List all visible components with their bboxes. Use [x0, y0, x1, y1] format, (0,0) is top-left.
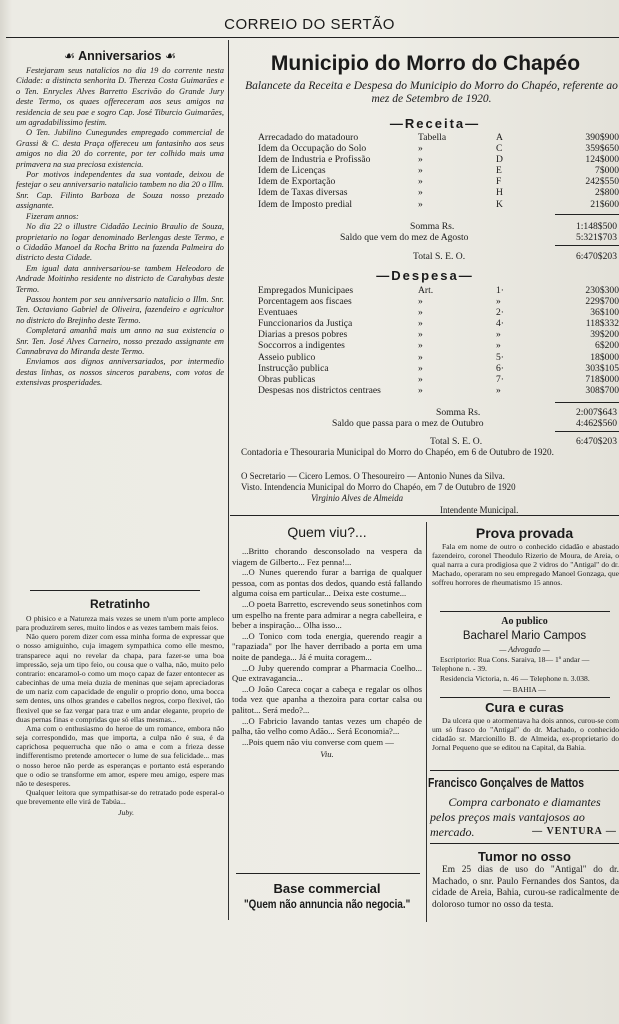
receita-row — [258, 143, 619, 154]
receita-amount: 242$550 — [585, 176, 619, 188]
quem-viu-paragraph: ...Pois quem não viu converse com quem — — [242, 736, 394, 747]
quem-viu-paragraph: ...O Nunes querendo furar a barriga de qualquer pessoa, com as pontas dos dedos, quando está fallando alguma coisa em particular... Deixa este costume... — [232, 567, 422, 599]
despesa-amount: 118$332 — [585, 318, 619, 330]
despesa-sum-rule — [555, 402, 619, 403]
receita-amount: 2$800 — [595, 187, 619, 199]
prova-provada-title: Prova provada — [475, 525, 574, 541]
section-rule-base — [236, 873, 420, 874]
despesa-row — [258, 296, 619, 307]
despesa-total-rule — [555, 431, 619, 432]
receita-rate: Tabella — [418, 132, 447, 143]
anniversarios-article — [16, 48, 224, 588]
anniversarios-paragraph: Fizeram annos: — [26, 211, 79, 221]
receita-row — [258, 176, 619, 187]
despesa-rate: » — [418, 296, 423, 308]
municipio-footer-visto: Visto. Intendencia Municipal do Morro do Chapéo, em 7 de Outubro de 1920 — [241, 482, 516, 492]
ao-publico-name: Bacharel Mario Campos — [462, 630, 587, 642]
retratinho-paragraph: Não quero porem dizer com essa minha forma de expressar que o nosso amiguinho, cuja imagem sympathica como elle mesmo, transparece aqui no revelar da chapa, para fazer-se uma boa impressão, seja um tipo feio, ou cousa que o valha, não, muito pelo contrario: encaramol-o como um moço capaz de fazer entontecer as cabecinhas de uma meia duzia de meninas que sejam apreciadoras de um nariz com capacidade de engulir o proprio dono, uma bocca sem dentes, uns olhos grandes e cabellos negros, corpo flexivel, tão flexivel que se faz vergar para traz e um andar elegante, proprio de duas pernas finas e compridas que só ellas mesmas... — [16, 632, 224, 724]
despesa-amount: 36$100 — [590, 307, 619, 319]
despesa-row — [258, 363, 619, 374]
receita-letter: A — [496, 132, 503, 143]
despesa-amount: 6$200 — [595, 340, 619, 352]
receita-rate: » — [418, 165, 423, 177]
receita-letter: H — [496, 187, 503, 199]
municipio-title: Municipio do Morro do Chapéo — [270, 52, 581, 75]
despesa-total-value: 6:470$203 — [575, 436, 617, 447]
despesa-amount: 230$300 — [585, 285, 619, 296]
receita-amount: 7$000 — [595, 165, 619, 177]
prova-provada-text: Fala em nome de outro o conhecido cidadão e abastado fazendeiro, coronel Theodulo Rizerio de Moura, de Areia, o qual narra a cura prodigiosa que 2 vidros do "Antigal" do dr. Machado, operaram no seu empregado Manoel Gonzaga, que soffreu horrores de rheumatismo 15 annos. — [432, 542, 619, 588]
receita-soma-label: Somma Rs. — [410, 221, 455, 232]
despesa-amount: 303$105 — [585, 362, 619, 374]
despesa-letter: » — [496, 329, 501, 341]
anniversarios-paragraph: O Ten. Jubilino Cunegundes empregado commercial de Grassi & C. desta Praça offereceu um fantasinho aos seus amigos no dia 20 do corrente, por ter colhido mais uma primavera na sua preciosa existencia. — [16, 128, 224, 169]
receita-heading: —Receita— — [389, 116, 481, 131]
receita-amount: 390$900 — [585, 132, 619, 143]
quem-viu-article — [232, 522, 422, 867]
despesa-row — [258, 352, 619, 363]
anniversarios-paragraph: No dia 22 o illustre Cidadão Lecinio Braulio de Souza, proprietario no logar denominado Berlengas deste Termo, e o Cidadão Manoel da Rocha Britto na fazenda Palmeira do districto desta Cidade. — [16, 222, 224, 263]
despesa-label: Eventuaes — [258, 307, 298, 319]
retratinho-article — [16, 596, 224, 921]
despesa-label: Funccionarios da Justiça — [258, 318, 353, 330]
despesa-rate: » — [418, 307, 423, 319]
goncalves-line1: Compra carbonato e diamantes — [448, 795, 601, 809]
receita-row — [258, 165, 619, 176]
receita-amount: 124$000 — [585, 154, 619, 166]
receita-rate: » — [418, 143, 423, 155]
receita-label: Idem de Taxas diversas — [258, 187, 348, 199]
despesa-letter: 6· — [496, 362, 504, 374]
retratinho-paragraph: Ama com o enthusiasmo do heroe de um romance, embora não seja correspondido, mas que importa, a culpa não é sua, é da caprichosa pequerrucha que não o ama e com a frieza desse indifferentismo pretende amortecer o lume de sua felicidade... mas o nosso heroe não perde as esperanças e portanto está esperando que o odio se transforme em amor, espere meu amigo, espere mas não te desesperes. — [16, 723, 224, 788]
despesa-rate: » — [418, 384, 423, 396]
despesa-rate: » — [418, 340, 423, 352]
goncalves-place: — VENTURA — — [532, 826, 617, 837]
receita-letter: D — [496, 154, 503, 166]
tumor-title: Tumor no osso — [478, 849, 571, 864]
masthead-rule — [6, 37, 619, 38]
receita-rate: » — [418, 154, 423, 166]
despesa-row — [258, 285, 619, 296]
despesa-row — [258, 385, 619, 396]
receita-total-value: 6:470$203 — [575, 251, 617, 262]
receita-saldo-label: Saldo que vem do mez de Agosto — [340, 232, 469, 243]
receita-letter: F — [496, 176, 502, 188]
despesa-letter: » — [496, 296, 501, 308]
despesa-row — [258, 307, 619, 318]
despesa-row — [258, 318, 619, 329]
despesa-letter: 1· — [496, 285, 504, 296]
anniversarios-paragraph: Enviamos aos dignos anniversariados, por intermedio destas linhas, os nossos sinceros parabens, com votos de extensivas prosperidades. — [16, 357, 224, 388]
receita-rate: » — [418, 198, 423, 210]
despesa-label: Instrucção publica — [258, 362, 329, 374]
receita-letter: K — [496, 198, 503, 210]
tumor-text: Em 25 dias de uso do "Antigal" do dr. Machado, o snr. Paulo Fernandes dos Santos, da cidade de Areia, Bahia, curou-se radicalmente de doloroso tumor no osso da testa. — [432, 865, 619, 910]
ao-publico-title: Ao publico — [501, 616, 548, 627]
municipio-footer-officials: O Secretario — Cicero Lemos. O Thesoureiro — Antonio Nunes da Silva. — [241, 471, 505, 481]
despesa-label: Despesas nos districtos centraes — [258, 384, 381, 396]
goncalves-line3: mercado. — [430, 825, 475, 839]
despesa-row — [258, 340, 619, 351]
quem-viu-signature: Viu. — [320, 749, 334, 760]
retratinho-paragraph: Qualquer leitora que sympathisar-se do retratado pode esperal-o que brevemente elle virá de Tabúa... — [16, 787, 224, 807]
despesa-total-label: Total S. E. O. — [430, 436, 483, 447]
despesa-letter: » — [496, 384, 501, 396]
despesa-ledger — [258, 285, 619, 396]
section-rule-cura — [440, 697, 610, 698]
despesa-rate: Art. — [418, 285, 434, 296]
retratinho-title: Retratinho — [90, 597, 150, 611]
despesa-heading: —Despesa— — [376, 268, 474, 283]
despesa-saldo-label: Saldo que passa para o mez de Outubro — [332, 418, 484, 429]
receita-sum-rule — [555, 214, 619, 215]
section-rule-middle — [230, 515, 619, 516]
despesa-letter: » — [496, 340, 501, 352]
receita-rate: » — [418, 176, 423, 188]
base-commercial-title: Base commercial — [273, 881, 381, 896]
goncalves-name: Francisco Gonçalves de Mattos — [427, 775, 585, 790]
receita-label: Idem de Imposto predial — [258, 198, 353, 210]
quem-viu-paragraph: ...O poeta Barretto, escrevendo seus sonetinhos com um espelho na frente para admirar a negra cabelleira, e beber a inspiração... Olha isso... — [232, 598, 422, 631]
despesa-label: Asseio publico — [258, 351, 316, 363]
receita-letter: E — [496, 165, 502, 177]
base-commercial-slogan: "Quem não annuncia não negocia." — [244, 897, 411, 911]
municipio-subtitle: Balancete da Receita e Despesa do Municipio do Morro do Chapéo, referente ao mez de Setembro de 1920. — [245, 80, 618, 105]
retratinho-paragraph: O phisico e a Natureza mais vezes se unem n'um porte ampleco para produzirem seres, muito lindos e as vezes tambem mais feios. — [16, 614, 224, 633]
despesa-label: Obras publicas — [258, 373, 316, 385]
despesa-row — [258, 329, 619, 340]
receita-ledger — [258, 132, 619, 210]
receita-amount: 21$600 — [590, 198, 619, 210]
despesa-soma-label: Somma Rs. — [436, 407, 481, 418]
despesa-label: Empregados Municipaes — [258, 285, 354, 296]
receita-label: Idem de Industria e Profissão — [258, 154, 371, 166]
despesa-label: Soccorros a indigentes — [258, 340, 345, 352]
section-rule-ao-publico — [440, 611, 610, 612]
municipio-footer-intendente-title: Intendente Municipal. — [440, 505, 519, 515]
despesa-label: Porcentagem aos fiscaes — [258, 296, 352, 308]
column-divider-left — [228, 40, 229, 920]
despesa-amount: 18$000 — [590, 351, 619, 363]
ao-publico-residence: Residencia Victoria, n. 46 — Telephone n. 3.038. — [440, 674, 590, 683]
cura-title: Cura e curas — [485, 700, 564, 715]
receita-label: Arrecadado do matadouro — [258, 132, 359, 143]
quem-viu-paragraph: ...O Juby querendo comprar a Pharmacia Coelho... Que extravagancia... — [232, 662, 422, 684]
anniversarios-paragraph: Passou hontem por seu anniversario natalicio o Illm. Snr. Ten. Octaviano Gabriel de Oliveira, fazendeiro e agricultor no districto do Brejinho deste Termo. — [16, 294, 224, 325]
anniversarios-paragraph: Festejaram seus natalicios no dia 19 do corrente nesta Cidade: a distincta senhorita D. Thereza Costa Guimarães e o Ten. Enrycles Alves Barretto Escrivão do Grande Jury deste Termo, os quaes offereceram aos seus amigos na residencia de seu pae e sogro Cap. José Tiburcio Guimarães, um agradabilissimo festim. — [16, 66, 224, 128]
despesa-letter: 2· — [496, 307, 504, 319]
despesa-amount: 718$000 — [585, 373, 619, 385]
anniversarios-paragraph: Em igual data anniversariou-se tambem Heleodoro de Andrade Moitinho residente no districto de Carahybas deste Termo. — [16, 263, 224, 294]
receita-letter: C — [496, 143, 503, 155]
receita-rate: » — [418, 187, 423, 199]
ao-publico-city: — BAHIA — — [503, 685, 546, 694]
receita-row — [258, 187, 619, 198]
anniversarios-paragraph: Por motivos independentes da sua vontade, deixou de festejar o seu anniversario natalicio tambem no dia 20 o Illm. Snr. Cap. Filinto Barboza de Souza nosso prezado assignante. — [16, 170, 224, 211]
despesa-letter: 4· — [496, 318, 504, 330]
section-rule-tumor — [430, 843, 619, 844]
despesa-letter: 5· — [496, 351, 504, 363]
despesa-rate: » — [418, 373, 423, 385]
despesa-letter: 7· — [496, 373, 504, 385]
despesa-row — [258, 374, 619, 385]
receita-row — [258, 154, 619, 165]
receita-soma-value: 1:148$500 — [575, 221, 617, 232]
receita-label: Idem de Exportação — [258, 176, 336, 188]
quem-viu-paragraph: ...O João Careca coçar a cabeça e regalar os olhos toda vez que apanha a thezoira para cortar calsa ou palitot... Será medo?... — [232, 683, 422, 715]
anniversarios-paragraph: Completará amanhã mais um anno na sua existencia o Snr. Ten. José Alves Carneiro, nosso prezado assignante em Cannabrava do Miranda deste Termo. — [16, 326, 224, 356]
retratinho-signature: Juby. — [118, 808, 134, 818]
despesa-amount: 39$200 — [590, 329, 619, 341]
municipio-footer-date: Contadoria e Thesouraria Municipal do Morro do Chapéo, em 6 de Outubro de 1920. — [241, 447, 554, 457]
section-rule-goncalves — [430, 770, 619, 771]
despesa-saldo-value: 4:462$560 — [575, 418, 617, 429]
municipio-footer-intendente-name: Virginio Alves de Almeida — [311, 493, 404, 503]
receita-total-rule — [555, 245, 619, 246]
receita-label: Idem de Licenças — [258, 165, 326, 177]
despesa-rate: » — [418, 329, 423, 341]
quem-viu-paragraph: ...O Fabricio lavando tantas vezes um chapéo de palha, tão velho como Adão... Será Economia?... — [232, 715, 422, 737]
quem-viu-title: Quem viu?... — [287, 524, 367, 540]
ao-publico-office: Escriptorio: Rua Cons. Saraiva, 18— 1º andar — Telephone n. - 39. — [432, 655, 590, 674]
despesa-rate: » — [418, 362, 423, 374]
ao-publico-role: — Advogado — — [499, 645, 550, 654]
despesa-label: Diarias a presos pobres — [258, 329, 348, 341]
receita-saldo-value: 5:321$703 — [575, 232, 617, 243]
anniversarios-title: ☙ Anniversarios ☙ — [63, 49, 177, 63]
receita-amount: 359$650 — [585, 143, 619, 155]
goncalves-line2: pelos preços mais vantajosos ao — [430, 810, 585, 824]
despesa-amount: 308$700 — [585, 384, 619, 396]
quem-viu-paragraph: ...O Tonico com toda energia, querendo reagir a "rapaziada" por lhe haver derribado a porta em uma noite de pandega... Já é muita coragem... — [232, 630, 422, 662]
cura-text: Da ulcera que o atormentava ha dois annos, curou-se com um só frasco do "Antigal" do dr. Machado, o conhecido cidadão sr. Marcionillo B. de Almeida, ex-proprietario do Jornal Pequeno que se editou na Capital, da Bahia. — [432, 716, 619, 753]
despesa-rate: » — [418, 318, 423, 330]
receita-row — [258, 132, 619, 143]
despesa-rate: » — [418, 351, 423, 363]
despesa-soma-value: 2:007$643 — [575, 407, 617, 418]
column-divider-right — [426, 522, 427, 922]
quem-viu-paragraph: ...Britto chorando desconsolado na vespera da viagem de Gilberto... Fez penna!... — [232, 546, 422, 567]
masthead: CORREIO DO SERTÃO — [224, 16, 395, 33]
receita-row — [258, 199, 619, 210]
section-rule-left — [30, 590, 200, 591]
despesa-amount: 229$700 — [585, 296, 619, 308]
receita-total-label: Total S. E. O. — [413, 251, 466, 262]
receita-label: Idem da Occupação do Solo — [258, 143, 367, 155]
